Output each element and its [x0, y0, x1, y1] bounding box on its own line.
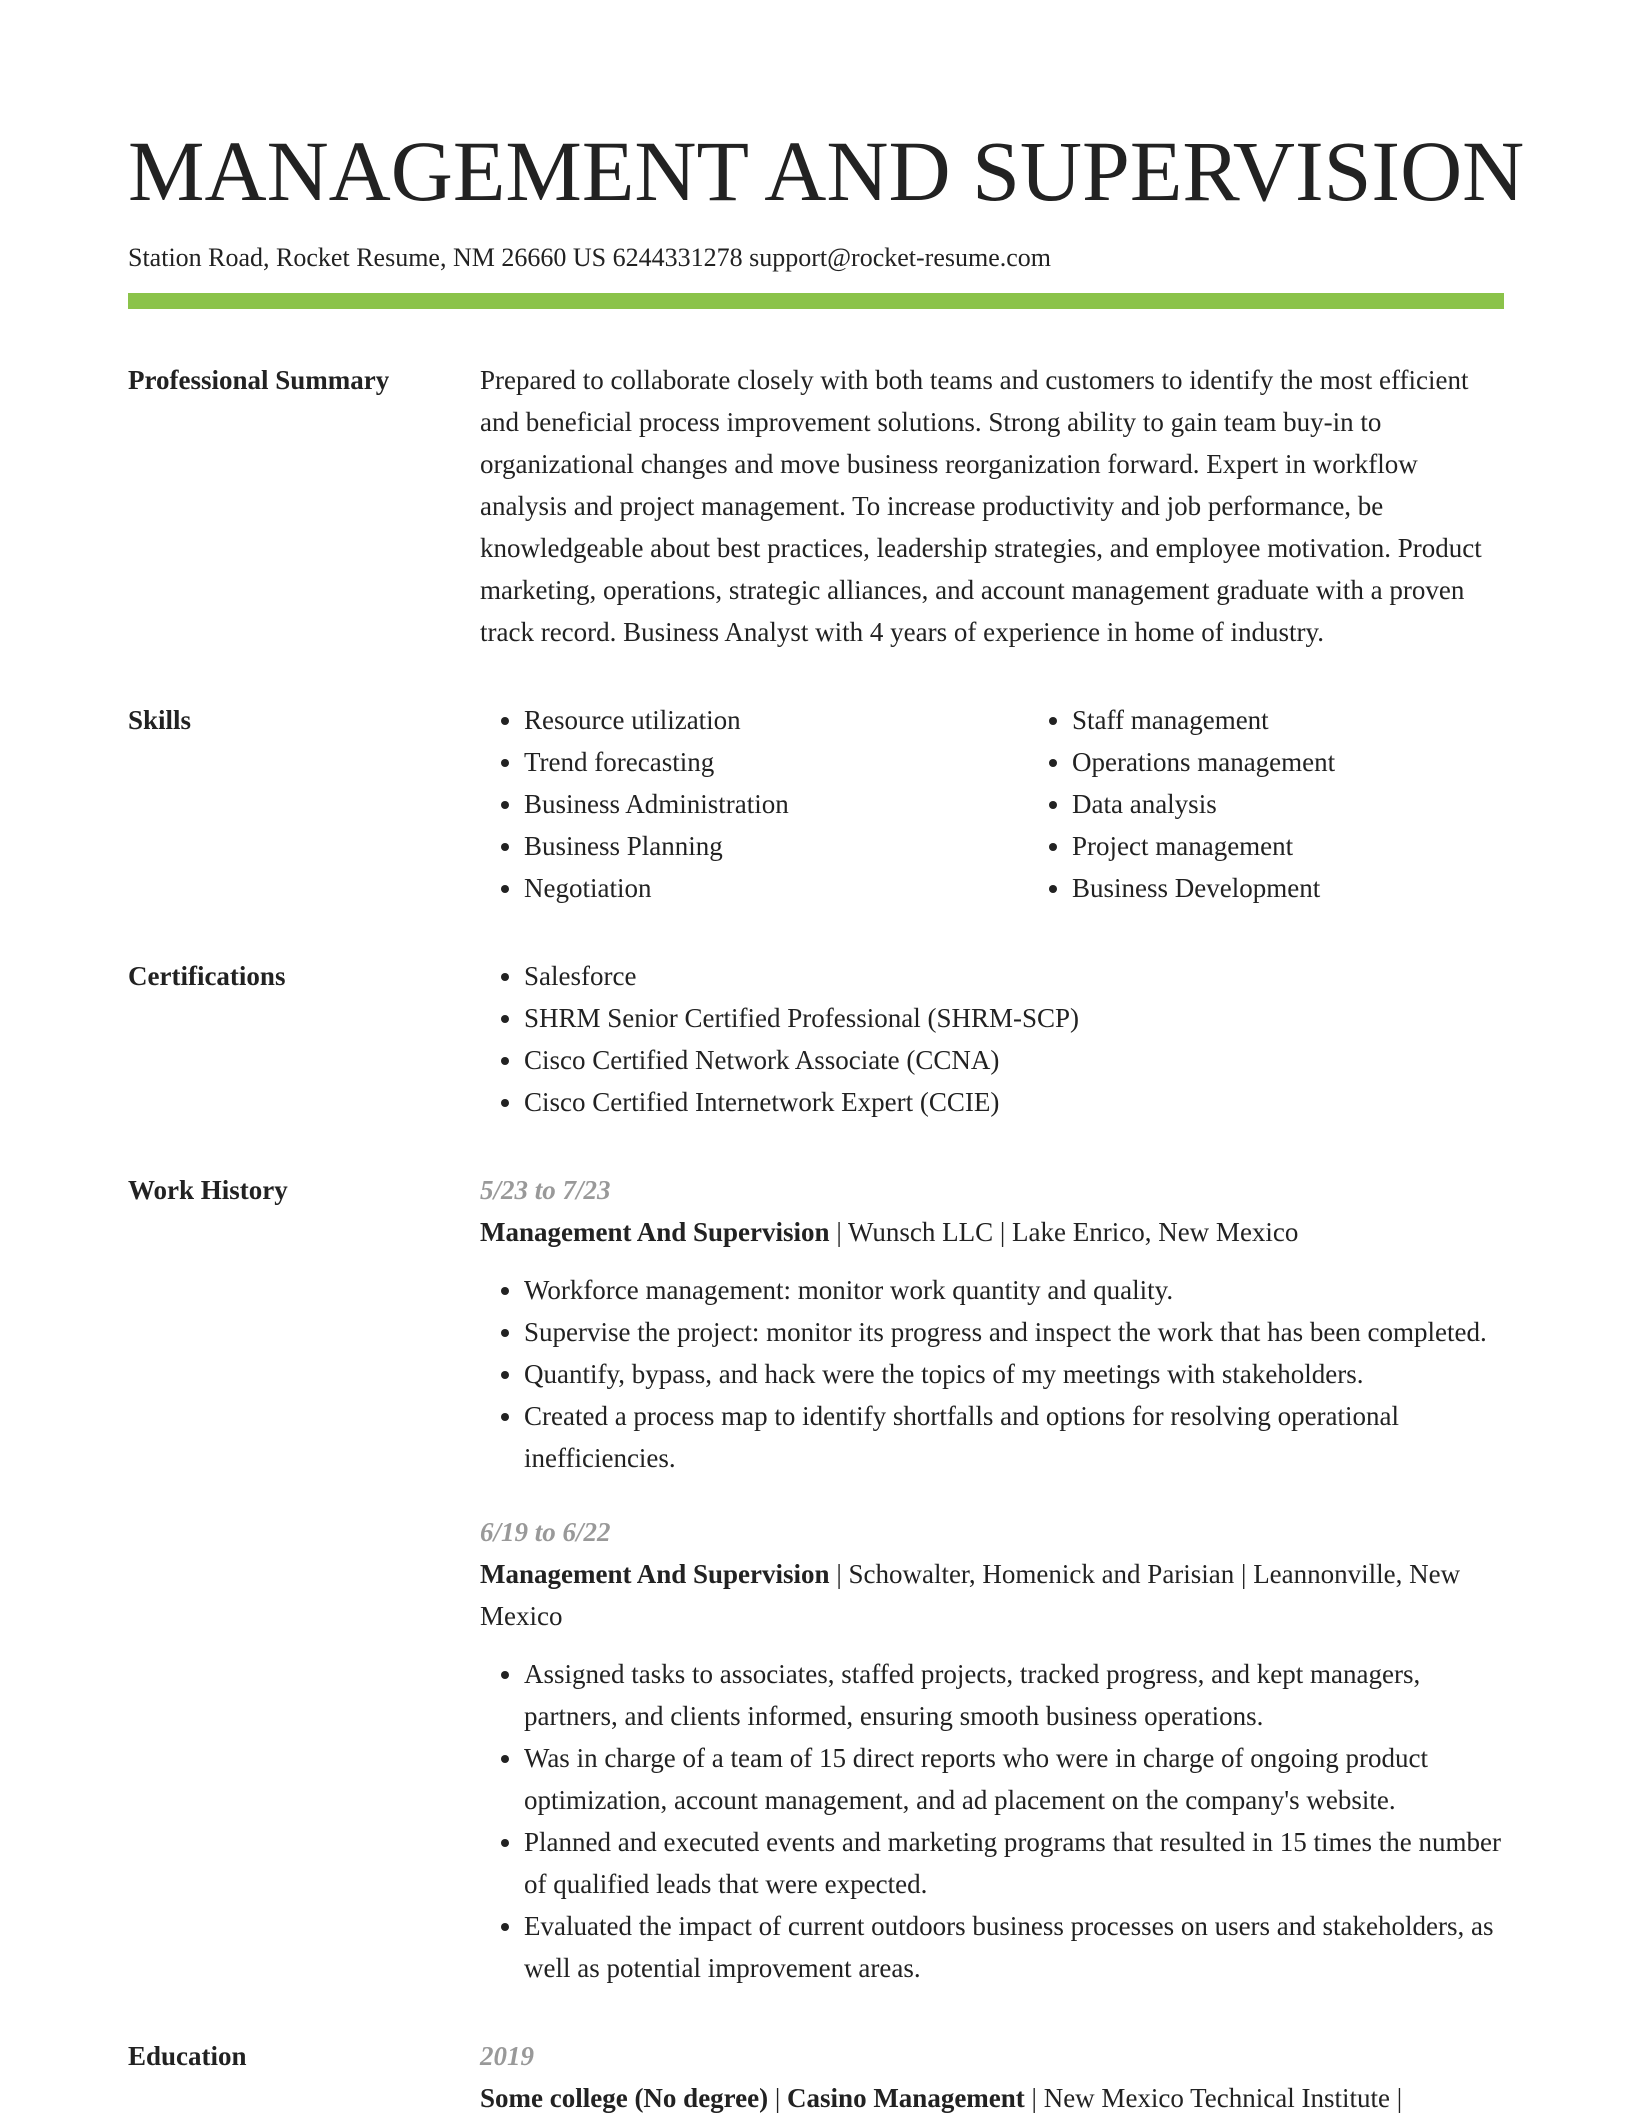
education-dates: 2019 — [480, 2041, 534, 2072]
job-role: Management And Supervision — [480, 1217, 830, 1248]
contact-line — [128, 242, 1504, 273]
job-details: | Wunsch LLC | Lake Enrico, New Mexico — [829, 1217, 1299, 1248]
skill-item: • Data analysis — [1072, 783, 1576, 825]
contact-email: support@rocket-resume.com — [749, 243, 1052, 272]
job-heading — [480, 1553, 1504, 1637]
skill-item: • Negotiation — [524, 867, 1028, 909]
section-title: Certifications — [128, 961, 286, 992]
job-bullets — [480, 1269, 1504, 1479]
section-body — [480, 1169, 1504, 1989]
skill-item: • Trend forecasting — [524, 741, 1028, 783]
skills-list-left — [480, 699, 1028, 909]
section-title: Skills — [128, 705, 192, 736]
certification-item: • Cisco Certified Network Associate (CCNA) — [524, 1039, 1504, 1081]
skill-item: • Resource utilization — [524, 699, 1028, 741]
summary-section — [128, 359, 1504, 653]
certification-item: • SHRM Senior Certified Professional (SHRM-SCP) — [524, 997, 1504, 1039]
skills-columns — [480, 699, 1576, 909]
education-section — [128, 2035, 1504, 2119]
work-history-section — [128, 1169, 1504, 1989]
job-dates: 6/19 to 6/22 — [480, 1517, 611, 1548]
section-body — [480, 955, 1504, 1123]
section-title: Professional Summary — [128, 365, 390, 396]
job-bullet: • Workforce management: monitor work quantity and quality. — [524, 1269, 1504, 1311]
section-title: Education — [128, 2041, 247, 2072]
skill-item: • Operations management — [1072, 741, 1576, 783]
job-bullet: • Planned and executed events and marketing programs that resulted in 15 times the number of qualified leads that were expected. — [524, 1821, 1504, 1905]
job-entry — [480, 1169, 1504, 1479]
education-degree: Some college (No degree) — [480, 2083, 769, 2114]
skills-section — [128, 699, 1504, 909]
job-dates: 5/23 to 7/23 — [480, 1175, 611, 1206]
job-role: Management And Supervision — [480, 1559, 830, 1590]
job-bullet: • Supervise the project: monitor its progress and inspect the work that has been completed. — [524, 1311, 1504, 1353]
certification-item: • Cisco Certified Internetwork Expert (CCIE) — [524, 1081, 1504, 1123]
contact-address: Station Road, Rocket Resume, NM 26660 US — [128, 243, 607, 272]
skill-item: • Project management — [1072, 825, 1576, 867]
job-details: | Schowalter, Homenick and Parisian | Leannonville, New Mexico — [480, 1559, 1461, 1632]
certifications-section — [128, 955, 1504, 1123]
header-divider — [128, 293, 1504, 309]
education-school: New Mexico Technical Institute — [1043, 2083, 1390, 2114]
section-title: Work History — [128, 1175, 288, 1206]
certifications-list — [480, 955, 1504, 1123]
section-body — [480, 2035, 1504, 2119]
job-bullet: • Created a process map to identify shortfalls and options for resolving operational inefficiencies. — [524, 1395, 1504, 1479]
job-heading — [480, 1211, 1504, 1253]
education-field: Casino Management — [787, 2083, 1025, 2114]
job-bullet: • Assigned tasks to associates, staffed projects, tracked progress, and kept managers, partners, and clients informed, ensuring smooth business operations. — [524, 1653, 1504, 1737]
skill-item: • Business Planning — [524, 825, 1028, 867]
job-entry — [480, 1511, 1504, 1989]
job-bullet: • Evaluated the impact of current outdoors business processes on users and stakeholders, as well as potential improvement areas. — [524, 1905, 1504, 1989]
certification-item: • Salesforce — [524, 955, 1504, 997]
skill-item: • Business Development — [1072, 867, 1576, 909]
job-bullet: • Quantify, bypass, and hack were the topics of my meetings with stakeholders. — [524, 1353, 1504, 1395]
skill-item: • Staff management — [1072, 699, 1576, 741]
summary-text: Prepared to collaborate closely with both teams and customers to identify the most efficient and beneficial process improvement solutions. Strong ability to gain team buy-in to organizational changes and move business reorganization forward. Expert in workflow analysis and project management. To increase productivity and job performance, be knowledgeable about best practices, leadership strategies, and employee motivation. Product marketing, operations, strategic alliances, and account management graduate with a proven track record. Business Analyst with 4 years of experience in home of industry. — [480, 365, 1482, 648]
job-bullets — [480, 1653, 1504, 1989]
education-heading: Some college (No degree) | Casino Management | New Mexico Technical Institute | — [480, 2083, 1403, 2114]
skills-list-right — [1028, 699, 1576, 909]
job-bullet: • Was in charge of a team of 15 direct reports who were in charge of ongoing product optimization, account management, and ad placement on the company's website. — [524, 1737, 1504, 1821]
section-body — [480, 359, 1504, 653]
contact-phone: 6244331278 — [612, 243, 743, 272]
skill-item: • Business Administration — [524, 783, 1028, 825]
resume-name: MANAGEMENT AND SUPERVISION — [128, 123, 1525, 219]
resume-page — [128, 118, 1525, 2119]
